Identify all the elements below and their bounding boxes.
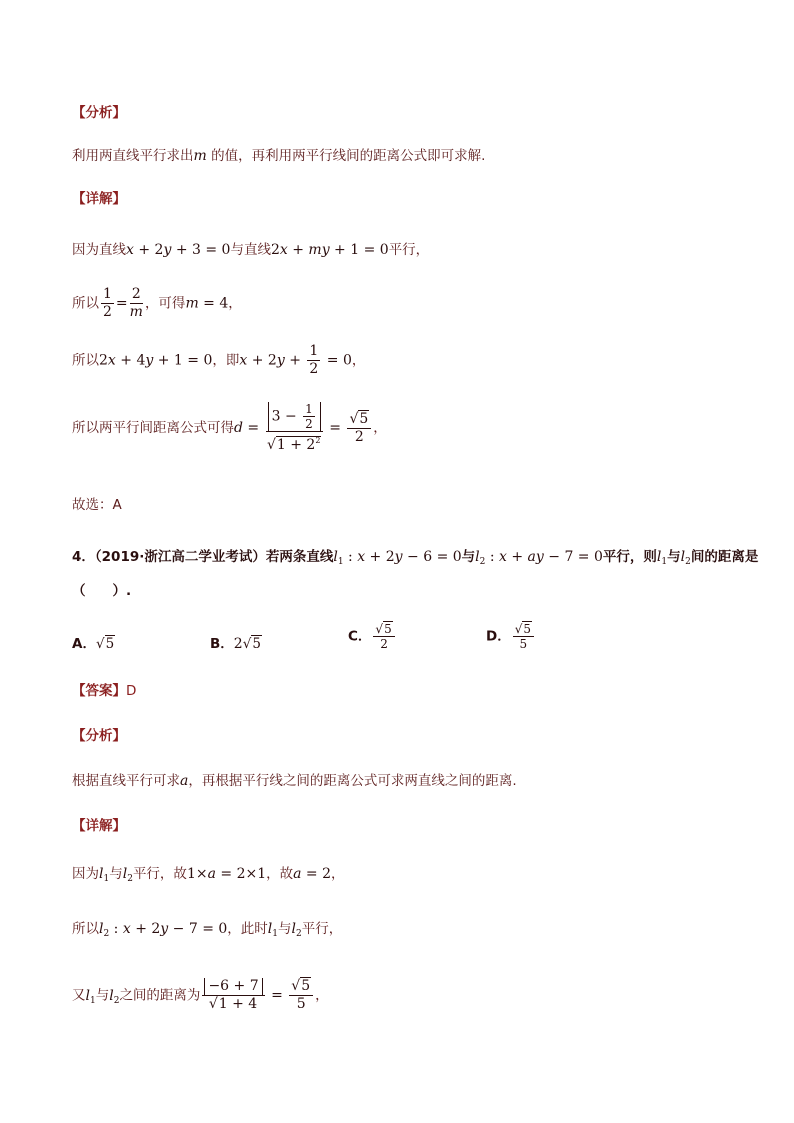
analysis-heading: 【分析】 bbox=[72, 105, 126, 121]
question-4-paren: （ ）. bbox=[72, 583, 132, 599]
detail-line-1: 因为直线x + 2y + 3 = 0与直线2x + my + 1 = 0平行， bbox=[72, 242, 430, 258]
analysis-heading-2: 【分析】 bbox=[72, 728, 126, 744]
detail-heading: 【详解】 bbox=[72, 191, 126, 207]
option-d[interactable]: D． $\frac{√5}{5}$ bbox=[486, 622, 536, 651]
choice-line: 故选：A bbox=[72, 497, 122, 513]
analysis-text: 利用两直线平行求出m 的值，再利用两平行线间的距离公式即可求解. bbox=[72, 148, 486, 164]
detail2-line-3: 又$l_1$与$l_2$之间的距离为 $\frac{-6 + 7}{√1 + 4}$ = $\frac{√5}{5}$ ， bbox=[72, 978, 329, 1012]
detail-heading-2: 【详解】 bbox=[72, 818, 126, 834]
detail-line-3: 所以2x + 4y + 1 = 0，即x + 2y + $\frac{1}{2}$ = 0， bbox=[72, 343, 366, 377]
answer-line: 【答案】D bbox=[72, 683, 137, 699]
detail2-line-1: 因为$l_1$与$l_2$平行，故1×a = 2×1，故a = 2， bbox=[72, 866, 345, 884]
detail-line-2: 所以 $\frac{1}{2}$ = $\frac{2}{m}$ ，可得m = 4， bbox=[72, 286, 242, 320]
question-4: 4．（2019·浙江高二学业考试）若两条直线$l_1$ : x + 2y − 6 = 0与$l_2$ : x + ay − 7 = 0平行，则$l_1$与$l_2$间的距离是 bbox=[72, 549, 759, 567]
option-b[interactable]: B．2√5 bbox=[210, 636, 261, 652]
option-c[interactable]: C． $\frac{√5}{2}$ bbox=[348, 622, 397, 651]
analysis-text-2: 根据直线平行可求a，再根据平行线之间的距离公式可求两直线之间的距离. bbox=[72, 773, 517, 789]
option-a[interactable]: A．√5 bbox=[72, 636, 115, 652]
detail-line-4: 所以两平行间距离公式可得d = 3 − $\frac{1}{2}$ $√1 + 2^2$ = $\frac{√5}{2}$ ， bbox=[72, 402, 387, 453]
detail2-line-2: 所以$l_2$ : x + 2y − 7 = 0，此时$l_1$与$l_2$平行， bbox=[72, 921, 343, 939]
